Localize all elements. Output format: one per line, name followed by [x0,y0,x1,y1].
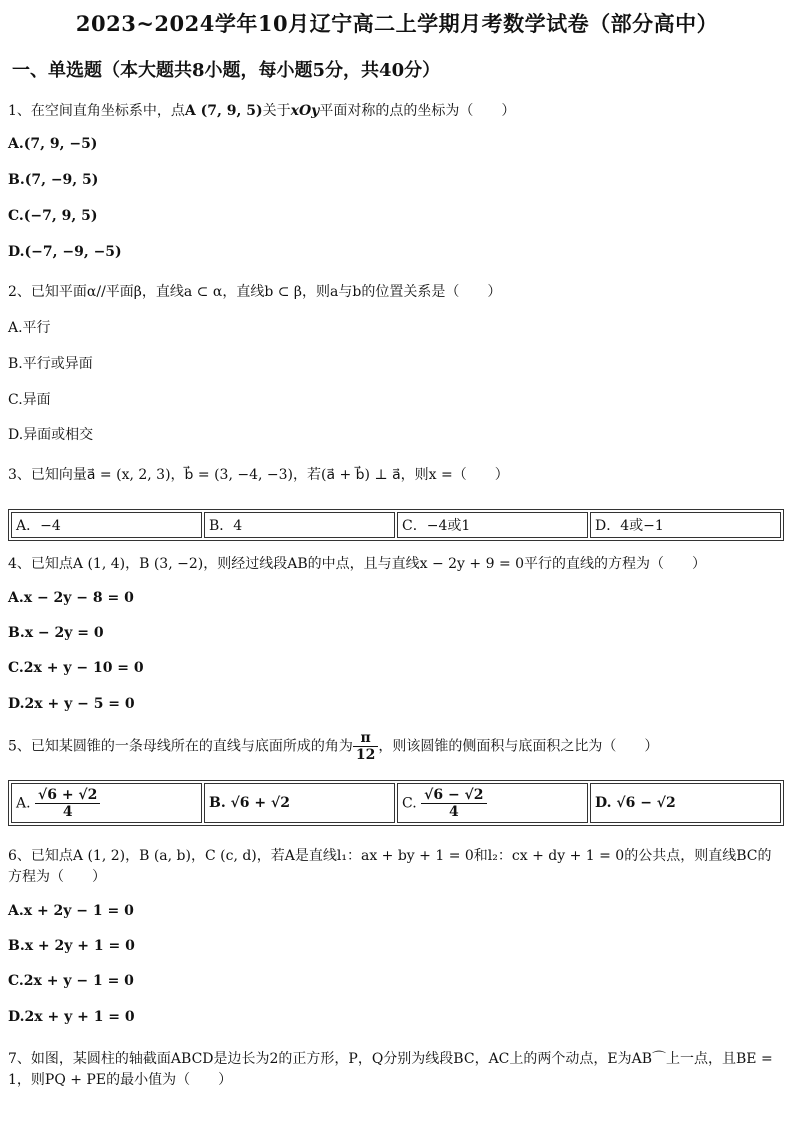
q5-angle-numerator: π [353,730,378,747]
q6-option-d: D.2x + y + 1 = 0 [8,1009,135,1025]
q2-option-d: D.异面或相交 [8,427,94,443]
q3-option-b: B．4 [204,512,395,538]
q6-option-c: C.2x + y − 1 = 0 [8,973,134,989]
q1-option-b: B.(7, −9, 5) [8,172,99,188]
q5-option-b: B. √6 + √2 [204,783,395,823]
question-6: 6、已知点A (1, 2)，B (a, b)，C (c, d)，若A是直线l₁：ax + by + 1 = 0和l₂：cx + dy + 1 = 0的公共点，则直线BC的方程为（ ） [8,848,772,885]
q4-option-b: B.x − 2y = 0 [8,625,104,641]
q5-option-a-numerator: √6 + √2 [35,787,100,804]
q5-option-c [397,783,588,823]
q2-option-a: A.平行 [8,320,51,336]
question-3: 3、已知向量a⃗ = (x, 2, 3)，b⃗ = (3, −4, −3)，若(a⃗ + b⃗) ⊥ a⃗，则x =（ ） [8,467,509,483]
q3-option-a: A．−4 [11,512,202,538]
q5-option-c-fraction [421,787,486,820]
section-heading: 一、单选题（本大题共8小题，每小题5分，共40分） [12,60,441,81]
q5-option-c-label: C. [402,795,417,811]
q5-angle-fraction [353,730,378,763]
q2-option-b: B.平行或异面 [8,356,93,372]
q6-option-b: B.x + 2y + 1 = 0 [8,938,135,954]
q5-option-a [11,783,202,823]
q1-prefix: 1、在空间直角坐标系中，点 [8,103,185,119]
q4-option-d: D.2x + y − 5 = 0 [8,696,135,712]
q1-suffix: 平面对称的点的坐标为（ ） [319,103,516,119]
q5-option-a-fraction [35,787,100,820]
q4-option-a: A.x − 2y − 8 = 0 [8,590,134,606]
q5-option-c-numerator: √6 − √2 [421,787,486,804]
q3-option-d: D．4或−1 [590,512,781,538]
q4-option-c: C.2x + y − 10 = 0 [8,660,144,676]
q5-angle-denominator: 12 [355,747,376,763]
page-title: 2023~2024学年10月辽宁高二上学期月考数学试卷（部分高中） [75,11,719,36]
q1-option-c: C.(−7, 9, 5) [8,208,98,224]
q1-mid: 关于 [262,103,291,119]
q5-option-d: D. √6 − √2 [590,783,781,823]
q5-options-table [8,780,784,826]
q1-point: A (7, 9, 5) [184,103,263,119]
q3-option-c: C．−4或1 [397,512,588,538]
q1-plane: xOy [290,103,320,119]
q5-option-c-denominator: 4 [448,803,459,820]
question-2: 2、已知平面α//平面β，直线a ⊂ α，直线b ⊂ β，则a与b的位置关系是（ ） [8,284,502,300]
q5-prefix: 5、已知某圆锥的一条母线所在的直线与底面所成的角为 [8,738,353,755]
q2-option-c: C.异面 [8,392,51,408]
q5-option-a-denominator: 4 [62,803,73,820]
question-4: 4、已知点A (1, 4)，B (3, −2)，则经过线段AB的中点，且与直线x − 2y + 9 = 0平行的直线的方程为（ ） [8,556,707,572]
q5-option-a-label: A. [16,795,31,811]
question-7: 7、如图，某圆柱的轴截面ABCD是边长为2的正方形，P，Q分别为线段BC，AC上的两个动点，E为AB⌒上一点，且BE = 1，则PQ + PE的最小值为（ ） [8,1051,773,1088]
q1-option-a: A.(7, 9, −5) [8,136,98,152]
q3-options-table [8,509,784,541]
q6-option-a: A.x + 2y − 1 = 0 [8,903,134,919]
question-1 [8,100,515,120]
question-5 [8,730,658,763]
q5-suffix: ，则该圆锥的侧面积与底面积之比为（ ） [378,738,659,755]
q1-option-d: D.(−7, −9, −5) [8,244,122,260]
